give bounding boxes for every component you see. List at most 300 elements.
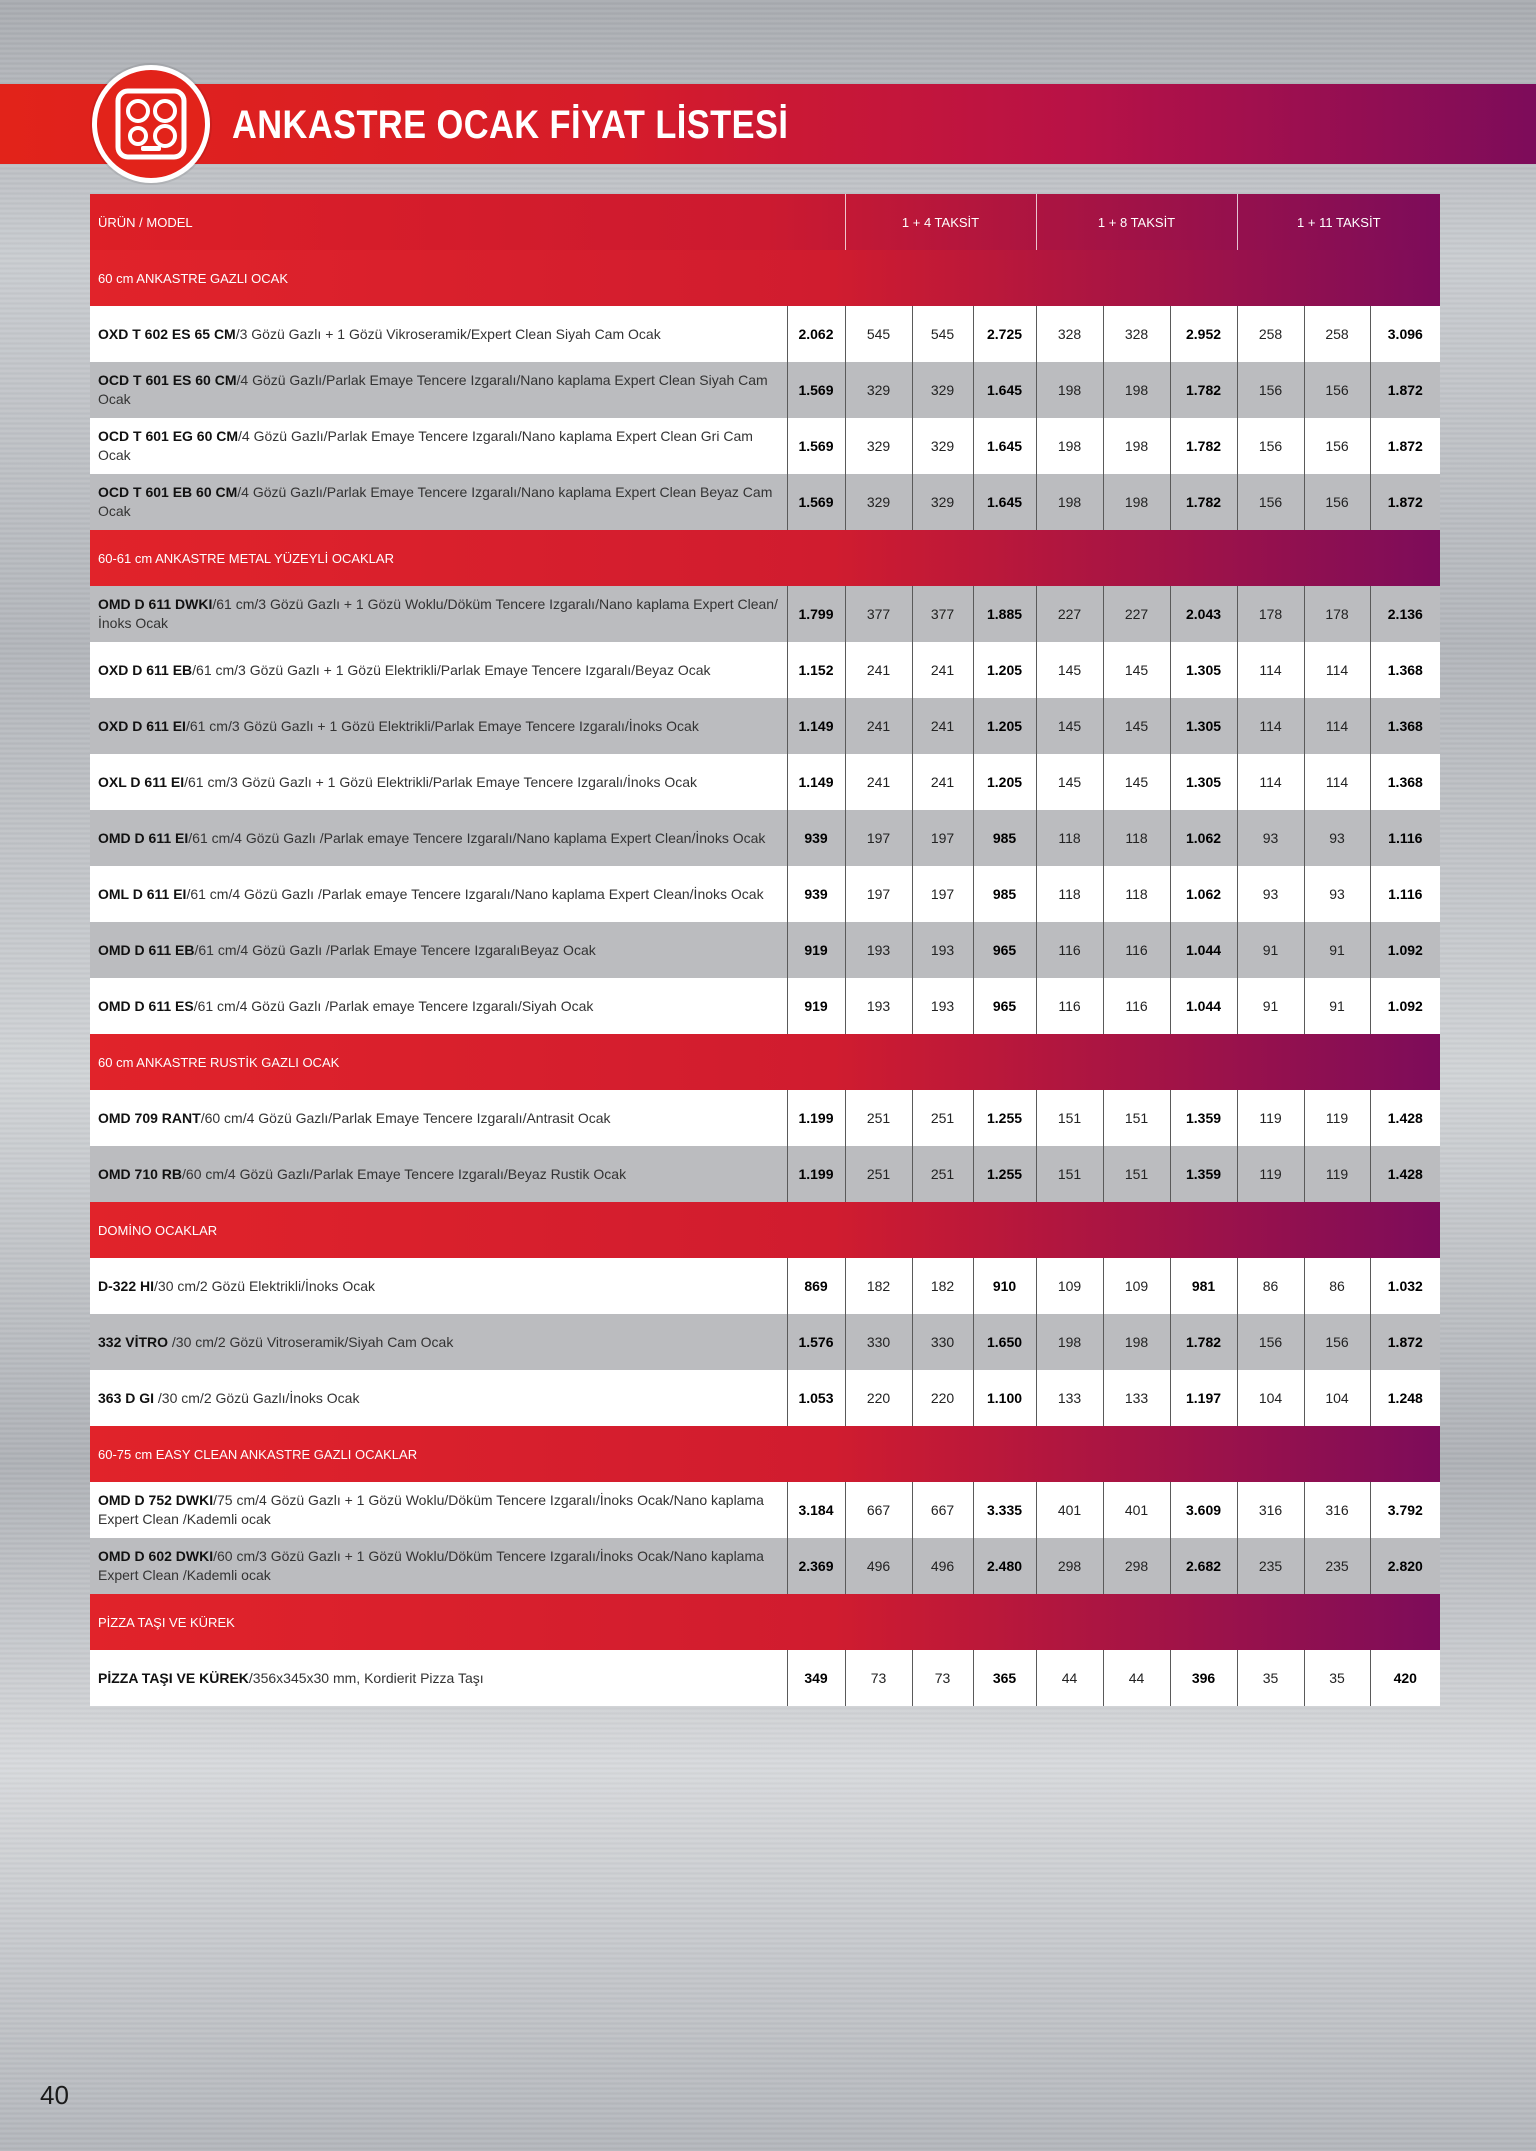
installment-amount: 329 (912, 474, 973, 530)
installment-amount: 496 (845, 1538, 912, 1594)
installment-total: 1.428 (1370, 1146, 1440, 1202)
installment-amount: 91 (1304, 922, 1370, 978)
installment-total: 1.205 (973, 642, 1036, 698)
installment-total: 965 (973, 978, 1036, 1034)
installment-amount: 116 (1036, 922, 1103, 978)
table-row (90, 698, 1440, 754)
installment-amount: 156 (1237, 1314, 1304, 1370)
table-row (90, 1314, 1440, 1370)
installment-total: 3.335 (973, 1482, 1036, 1538)
installment-amount: 156 (1304, 418, 1370, 474)
model-spec: /61 cm/4 Gözü Gazlı /Parlak emaye Tencere Izgaralı/Siyah Ocak (193, 997, 594, 1014)
installment-total: 1.872 (1370, 418, 1440, 474)
product-description (90, 978, 787, 1034)
installment-amount: 114 (1304, 642, 1370, 698)
product-description (90, 754, 787, 810)
installment-total: 1.782 (1170, 474, 1237, 530)
installment-amount: 114 (1237, 642, 1304, 698)
model-name: OMD D 611 EB (98, 941, 195, 958)
installment-total: 2.480 (973, 1538, 1036, 1594)
installment-total: 1.092 (1370, 978, 1440, 1034)
cash-price: 2.369 (787, 1538, 845, 1594)
installment-amount: 316 (1304, 1482, 1370, 1538)
installment-amount: 258 (1304, 306, 1370, 362)
installment-amount: 329 (845, 418, 912, 474)
installment-total: 420 (1370, 1650, 1440, 1706)
model-spec: /61 cm/3 Gözü Gazlı + 1 Gözü Elektrikli/Parlak Emaye Tencere Izgaralı/İnoks Ocak (185, 717, 699, 734)
installment-amount: 178 (1237, 586, 1304, 642)
installment-amount: 118 (1036, 866, 1103, 922)
installment-amount: 114 (1304, 698, 1370, 754)
installment-total: 1.032 (1370, 1258, 1440, 1314)
section-title: 60 cm ANKASTRE RUSTİK GAZLI OCAK (90, 1034, 1440, 1090)
header-group-8-installments: 1 + 8 TAKSİT (1036, 194, 1237, 250)
installment-total: 2.952 (1170, 306, 1237, 362)
installment-amount: 178 (1304, 586, 1370, 642)
model-spec: /4 Gözü Gazlı/Parlak Emaye Tencere Izgaralı/Nano kaplama Expert Clean Siyah Cam Ocak (98, 372, 768, 407)
model-name: OMD D 611 DWKI (98, 596, 213, 612)
installment-total: 985 (973, 810, 1036, 866)
installment-total: 1.205 (973, 698, 1036, 754)
cash-price: 939 (787, 866, 845, 922)
installment-amount: 86 (1304, 1258, 1370, 1314)
installment-total: 965 (973, 922, 1036, 978)
installment-amount: 156 (1237, 418, 1304, 474)
model-spec: /30 cm/2 Gözü Elektrikli/İnoks Ocak (154, 1277, 375, 1294)
installment-total: 1.645 (973, 474, 1036, 530)
installment-amount: 401 (1103, 1482, 1170, 1538)
installment-amount: 109 (1103, 1258, 1170, 1314)
model-name: OMD D 602 DWKI (98, 1548, 214, 1564)
installment-amount: 193 (912, 978, 973, 1034)
cash-price: 2.062 (787, 306, 845, 362)
installment-amount: 93 (1304, 866, 1370, 922)
installment-amount: 197 (912, 810, 973, 866)
installment-amount: 114 (1304, 754, 1370, 810)
model-spec: /61 cm/4 Gözü Gazlı /Parlak Emaye Tencere IzgaralıBeyaz Ocak (194, 941, 596, 958)
cash-price: 1.576 (787, 1314, 845, 1370)
table-row (90, 1370, 1440, 1426)
installment-amount: 377 (845, 586, 912, 642)
cash-price: 1.149 (787, 754, 845, 810)
installment-amount: 151 (1103, 1146, 1170, 1202)
installment-amount: 329 (845, 474, 912, 530)
model-spec: /4 Gözü Gazlı/Parlak Emaye Tencere Izgaralı/Nano kaplama Expert Clean Beyaz Cam Ocak (98, 484, 773, 519)
installment-amount: 114 (1237, 754, 1304, 810)
table-header (90, 194, 1440, 250)
installment-amount: 93 (1237, 866, 1304, 922)
installment-total: 2.820 (1370, 1538, 1440, 1594)
installment-amount: 118 (1103, 866, 1170, 922)
installment-amount: 316 (1237, 1482, 1304, 1538)
installment-amount: 198 (1036, 418, 1103, 474)
section-title: 60-75 cm EASY CLEAN ANKASTRE GAZLI OCAKLAR (90, 1426, 1440, 1482)
section-header (90, 250, 1440, 306)
installment-amount: 329 (912, 418, 973, 474)
installment-total: 1.872 (1370, 474, 1440, 530)
section-header (90, 1034, 1440, 1090)
table-row (90, 474, 1440, 530)
installment-total: 1.305 (1170, 754, 1237, 810)
installment-total: 1.368 (1370, 698, 1440, 754)
installment-amount: 329 (845, 362, 912, 418)
model-name: OMD 710 RB (98, 1165, 183, 1182)
installment-amount: 91 (1237, 922, 1304, 978)
installment-amount: 401 (1036, 1482, 1103, 1538)
installment-total: 365 (973, 1650, 1036, 1706)
installment-amount: 133 (1103, 1370, 1170, 1426)
cooktop-icon (115, 88, 187, 160)
installment-amount: 145 (1103, 642, 1170, 698)
installment-amount: 328 (1103, 306, 1170, 362)
installment-amount: 118 (1103, 810, 1170, 866)
installment-amount: 198 (1103, 418, 1170, 474)
installment-amount: 73 (912, 1650, 973, 1706)
installment-amount: 119 (1237, 1090, 1304, 1146)
installment-amount: 93 (1237, 810, 1304, 866)
installment-total: 1.782 (1170, 1314, 1237, 1370)
model-name: OXD D 611 EB (98, 661, 193, 678)
table-row (90, 362, 1440, 418)
table-row (90, 866, 1440, 922)
installment-amount: 198 (1036, 362, 1103, 418)
installment-amount: 198 (1036, 1314, 1103, 1370)
table-row (90, 306, 1440, 362)
installment-total: 1.885 (973, 586, 1036, 642)
header-product: ÜRÜN / MODEL (98, 214, 193, 230)
model-spec: /61 cm/3 Gözü Gazlı + 1 Gözü Woklu/Döküm Tencere Izgaralı/Nano kaplama Expert Clean/ İnoks Ocak (98, 596, 778, 631)
installment-amount: 330 (845, 1314, 912, 1370)
installment-amount: 44 (1036, 1650, 1103, 1706)
product-description (90, 922, 787, 978)
installment-amount: 109 (1036, 1258, 1103, 1314)
product-description (90, 1090, 787, 1146)
installment-amount: 251 (912, 1146, 973, 1202)
model-name: PİZZA TAŞI VE KÜREK (98, 1669, 249, 1686)
installment-total: 3.096 (1370, 306, 1440, 362)
installment-amount: 298 (1036, 1538, 1103, 1594)
product-description (90, 698, 787, 754)
cash-price: 349 (787, 1650, 845, 1706)
installment-amount: 227 (1103, 586, 1170, 642)
installment-total: 1.872 (1370, 1314, 1440, 1370)
cash-price: 1.799 (787, 586, 845, 642)
cash-price: 1.569 (787, 474, 845, 530)
section-header (90, 1202, 1440, 1258)
model-spec: /30 cm/2 Gözü Vitroseramik/Siyah Cam Ocak (168, 1333, 454, 1350)
installment-amount: 133 (1036, 1370, 1103, 1426)
installment-amount: 145 (1103, 754, 1170, 810)
cash-price: 1.152 (787, 642, 845, 698)
model-spec: /61 cm/4 Gözü Gazlı /Parlak emaye Tencere Izgaralı/Nano kaplama Expert Clean/İnoks Ocak (186, 885, 764, 902)
installment-amount: 145 (1036, 754, 1103, 810)
installment-total: 910 (973, 1258, 1036, 1314)
installment-amount: 667 (845, 1482, 912, 1538)
model-spec: /60 cm/3 Gözü Gazlı + 1 Gözü Woklu/Döküm Tencere Izgaralı/İnoks Ocak/Nano kaplama Expert Clean /Kademli ocak (98, 1548, 764, 1583)
table-row (90, 978, 1440, 1034)
installment-total: 1.650 (973, 1314, 1036, 1370)
table-row (90, 1090, 1440, 1146)
installment-amount: 198 (1103, 362, 1170, 418)
installment-amount: 193 (845, 978, 912, 1034)
installment-amount: 35 (1237, 1650, 1304, 1706)
installment-amount: 241 (845, 642, 912, 698)
installment-amount: 182 (845, 1258, 912, 1314)
table-row (90, 810, 1440, 866)
cash-price: 3.184 (787, 1482, 845, 1538)
installment-amount: 156 (1304, 1314, 1370, 1370)
installment-amount: 119 (1237, 1146, 1304, 1202)
installment-amount: 145 (1103, 698, 1170, 754)
page-number: 40 (40, 2080, 69, 2110)
table-row (90, 1650, 1440, 1706)
installment-total: 1.368 (1370, 642, 1440, 698)
installment-total: 3.609 (1170, 1482, 1237, 1538)
model-name: OXL D 611 EI (98, 773, 185, 790)
cash-price: 1.569 (787, 362, 845, 418)
installment-amount: 145 (1036, 642, 1103, 698)
installment-amount: 91 (1304, 978, 1370, 1034)
section-header (90, 1426, 1440, 1482)
section-title: 60 cm ANKASTRE GAZLI OCAK (90, 250, 1440, 306)
table-row (90, 418, 1440, 474)
model-name: OMD D 752 DWKI (98, 1492, 214, 1508)
installment-amount: 241 (845, 698, 912, 754)
installment-amount: 93 (1304, 810, 1370, 866)
installment-total: 1.100 (973, 1370, 1036, 1426)
installment-amount: 198 (1103, 474, 1170, 530)
installment-amount: 193 (912, 922, 973, 978)
installment-amount: 241 (912, 698, 973, 754)
installment-amount: 44 (1103, 1650, 1170, 1706)
model-spec: /356x345x30 mm, Kordierit Pizza Taşı (248, 1669, 484, 1686)
installment-amount: 545 (845, 306, 912, 362)
section-header (90, 1594, 1440, 1650)
installment-amount: 114 (1237, 698, 1304, 754)
installment-amount: 235 (1304, 1538, 1370, 1594)
installment-total: 1.092 (1370, 922, 1440, 978)
installment-amount: 329 (912, 362, 973, 418)
installment-amount: 377 (912, 586, 973, 642)
installment-total: 1.359 (1170, 1090, 1237, 1146)
installment-amount: 151 (1036, 1146, 1103, 1202)
page-title: ANKASTRE OCAK FİYAT LİSTESİ (232, 103, 789, 147)
installment-amount: 156 (1237, 474, 1304, 530)
installment-amount: 73 (845, 1650, 912, 1706)
installment-amount: 156 (1304, 474, 1370, 530)
installment-total: 1.044 (1170, 978, 1237, 1034)
model-name: OML D 611 EI (98, 885, 187, 902)
section-title: 60-61 cm ANKASTRE METAL YÜZEYLİ OCAKLAR (90, 530, 1440, 586)
table-row (90, 1482, 1440, 1538)
product-description (90, 474, 787, 530)
installment-total: 1.255 (973, 1090, 1036, 1146)
table-row (90, 586, 1440, 642)
installment-total: 1.116 (1370, 866, 1440, 922)
installment-total: 1.368 (1370, 754, 1440, 810)
installment-amount: 197 (845, 866, 912, 922)
table-row (90, 1258, 1440, 1314)
model-spec: /30 cm/2 Gözü Gazlı/İnoks Ocak (154, 1389, 360, 1406)
model-spec: /61 cm/4 Gözü Gazlı /Parlak emaye Tencere Izgaralı/Nano kaplama Expert Clean/İnoks Ocak (188, 829, 766, 846)
model-spec: /60 cm/4 Gözü Gazlı/Parlak Emaye Tencere Izgaralı/Antrasit Ocak (200, 1109, 611, 1126)
product-description (90, 1314, 787, 1370)
installment-total: 985 (973, 866, 1036, 922)
model-name: OCD T 601 ES 60 CM (98, 372, 237, 388)
cash-price: 1.569 (787, 418, 845, 474)
model-spec: /61 cm/3 Gözü Gazlı + 1 Gözü Elektrikli/Parlak Emaye Tencere Izgaralı/Beyaz Ocak (192, 661, 711, 678)
installment-amount: 91 (1237, 978, 1304, 1034)
model-name: OXD D 611 EI (98, 717, 186, 734)
installment-amount: 197 (912, 866, 973, 922)
installment-amount: 145 (1036, 698, 1103, 754)
installment-amount: 116 (1036, 978, 1103, 1034)
model-name: 332 VİTRO (98, 1333, 169, 1350)
installment-amount: 104 (1304, 1370, 1370, 1426)
installment-total: 2.682 (1170, 1538, 1237, 1594)
section-header (90, 530, 1440, 586)
installment-amount: 118 (1036, 810, 1103, 866)
installment-amount: 496 (912, 1538, 973, 1594)
model-name: OXD T 602 ES 65 CM (98, 325, 236, 342)
installment-amount: 193 (845, 922, 912, 978)
installment-amount: 227 (1036, 586, 1103, 642)
installment-amount: 298 (1103, 1538, 1170, 1594)
product-description (90, 306, 787, 362)
product-description (90, 1146, 787, 1202)
installment-total: 2.043 (1170, 586, 1237, 642)
installment-amount: 35 (1304, 1650, 1370, 1706)
cash-price: 1.053 (787, 1370, 845, 1426)
table-row (90, 1538, 1440, 1594)
installment-amount: 545 (912, 306, 973, 362)
installment-amount: 220 (912, 1370, 973, 1426)
cash-price: 939 (787, 810, 845, 866)
installment-amount: 198 (1036, 474, 1103, 530)
installment-total: 2.136 (1370, 586, 1440, 642)
header-group-11-installments: 1 + 11 TAKSİT (1237, 194, 1440, 250)
model-name: OMD D 611 ES (98, 997, 194, 1014)
installment-total: 1.044 (1170, 922, 1237, 978)
product-description (90, 866, 787, 922)
model-spec: /3 Gözü Gazlı + 1 Gözü Vikroseramik/Expert Clean Siyah Cam Ocak (235, 325, 661, 342)
header-group-4-installments: 1 + 4 TAKSİT (845, 194, 1036, 250)
installment-total: 1.782 (1170, 362, 1237, 418)
installment-total: 1.782 (1170, 418, 1237, 474)
model-name: D-322 HI (98, 1277, 155, 1294)
cash-price: 1.149 (787, 698, 845, 754)
installment-amount: 241 (845, 754, 912, 810)
installment-total: 3.792 (1370, 1482, 1440, 1538)
installment-total: 1.359 (1170, 1146, 1237, 1202)
product-description (90, 1650, 787, 1706)
model-spec: /75 cm/4 Gözü Gazlı + 1 Gözü Woklu/Döküm Tencere Izgaralı/İnoks Ocak/Nano kaplama Expert Clean /Kademli ocak (98, 1492, 764, 1527)
installment-amount: 104 (1237, 1370, 1304, 1426)
product-description (90, 1538, 787, 1594)
installment-amount: 330 (912, 1314, 973, 1370)
installment-amount: 251 (845, 1090, 912, 1146)
section-title: DOMİNO OCAKLAR (90, 1202, 1440, 1258)
section-title: PİZZA TAŞI VE KÜREK (90, 1594, 1440, 1650)
installment-amount: 241 (912, 754, 973, 810)
table-row (90, 922, 1440, 978)
installment-amount: 251 (912, 1090, 973, 1146)
installment-amount: 156 (1304, 362, 1370, 418)
product-description (90, 810, 787, 866)
product-description (90, 642, 787, 698)
installment-total: 1.062 (1170, 866, 1237, 922)
table-row (90, 754, 1440, 810)
installment-total: 1.305 (1170, 698, 1237, 754)
installment-total: 1.305 (1170, 642, 1237, 698)
installment-amount: 119 (1304, 1146, 1370, 1202)
installment-amount: 667 (912, 1482, 973, 1538)
model-name: OCD T 601 EG 60 CM (98, 428, 239, 444)
installment-total: 1.197 (1170, 1370, 1237, 1426)
installment-amount: 258 (1237, 306, 1304, 362)
installment-amount: 116 (1103, 978, 1170, 1034)
installment-amount: 156 (1237, 362, 1304, 418)
installment-total: 981 (1170, 1258, 1237, 1314)
installment-amount: 241 (912, 642, 973, 698)
installment-total: 1.645 (973, 362, 1036, 418)
model-spec: /4 Gözü Gazlı/Parlak Emaye Tencere Izgaralı/Nano kaplama Expert Clean Gri Cam Ocak (98, 428, 753, 463)
installment-amount: 198 (1103, 1314, 1170, 1370)
installment-amount: 151 (1036, 1090, 1103, 1146)
model-name: OMD D 611 EI (98, 829, 189, 846)
installment-amount: 119 (1304, 1090, 1370, 1146)
model-name: 363 D GI (98, 1389, 155, 1406)
installment-total: 1.428 (1370, 1090, 1440, 1146)
installment-amount: 220 (845, 1370, 912, 1426)
model-spec: /61 cm/3 Gözü Gazlı + 1 Gözü Elektrikli/Parlak Emaye Tencere Izgaralı/İnoks Ocak (184, 773, 698, 790)
installment-amount: 251 (845, 1146, 912, 1202)
installment-amount: 116 (1103, 922, 1170, 978)
product-description (90, 1258, 787, 1314)
cash-price: 919 (787, 978, 845, 1034)
table-row (90, 642, 1440, 698)
installment-amount: 182 (912, 1258, 973, 1314)
installment-amount: 328 (1036, 306, 1103, 362)
installment-amount: 235 (1237, 1538, 1304, 1594)
cash-price: 869 (787, 1258, 845, 1314)
installment-total: 1.645 (973, 418, 1036, 474)
product-description (90, 1482, 787, 1538)
installment-total: 1.062 (1170, 810, 1237, 866)
installment-total: 2.725 (973, 306, 1036, 362)
installment-total: 1.872 (1370, 362, 1440, 418)
cooktop-logo (92, 65, 210, 183)
cash-price: 1.199 (787, 1090, 845, 1146)
installment-total: 396 (1170, 1650, 1237, 1706)
installment-amount: 151 (1103, 1090, 1170, 1146)
price-table (90, 194, 1440, 1706)
installment-total: 1.116 (1370, 810, 1440, 866)
cash-price: 919 (787, 922, 845, 978)
cash-price: 1.199 (787, 1146, 845, 1202)
product-description (90, 362, 787, 418)
installment-amount: 197 (845, 810, 912, 866)
table-row (90, 1146, 1440, 1202)
installment-amount: 86 (1237, 1258, 1304, 1314)
installment-total: 1.255 (973, 1146, 1036, 1202)
product-description (90, 586, 787, 642)
model-name: OMD 709 RANT (98, 1109, 201, 1126)
model-spec: /60 cm/4 Gözü Gazlı/Parlak Emaye Tencere Izgaralı/Beyaz Rustik Ocak (182, 1165, 627, 1182)
installment-total: 1.205 (973, 754, 1036, 810)
installment-total: 1.248 (1370, 1370, 1440, 1426)
product-description (90, 1370, 787, 1426)
